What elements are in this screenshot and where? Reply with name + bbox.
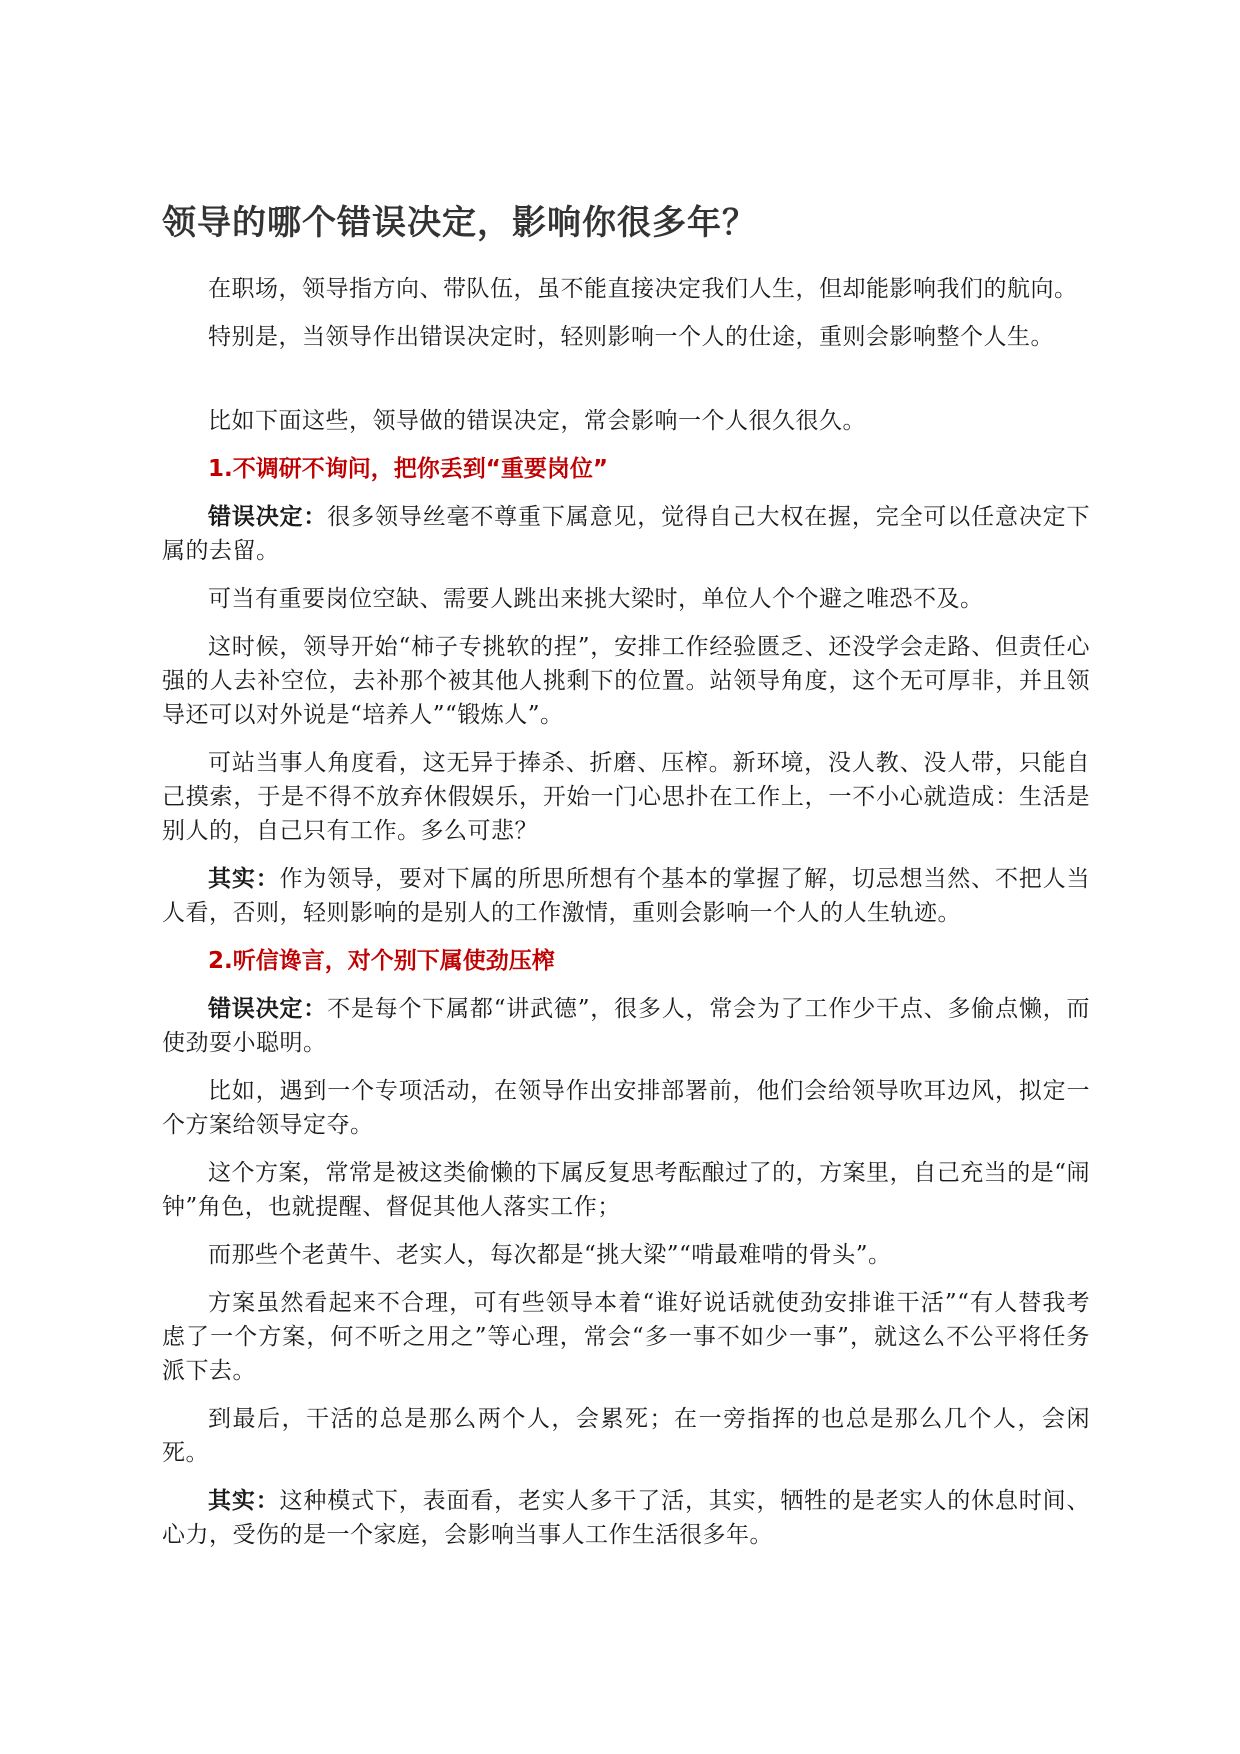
conclusion-label: 其实： [208, 866, 280, 892]
body-paragraph: 比如，遇到一个专项活动，在领导作出安排部署前，他们会给领导吹耳边风，拟定一个方案给领导定夺。 [162, 1078, 1090, 1138]
intro-paragraph: 在职场，领导指方向、带队伍，虽不能直接决定我们人生，但却能影响我们的航向。 [208, 276, 1078, 302]
section-heading: 2.听信谗言，对个别下属使劲压榨 [208, 948, 555, 974]
body-paragraph: 这时候，领导开始“柿子专挑软的捏”，安排工作经验匮乏、还没学会走路、但责任心强的人去补空位，去补那个被其他人挑剩下的位置。站领导角度，这个无可厚非，并且领导还可以对外说是“培养人”“锻炼人”。 [162, 634, 1090, 728]
decision-label: 错误决定： [208, 996, 328, 1022]
body-paragraph: 可当有重要岗位空缺、需要人跳出来挑大梁时，单位人个个避之唯恐不及。 [208, 586, 984, 612]
body-paragraph: 到最后，干活的总是那么两个人，会累死；在一旁指挥的也总是那么几个人，会闲死。 [162, 1406, 1090, 1466]
decision-paragraph [162, 500, 1090, 568]
intro-paragraph: 特别是，当领导作出错误决定时，轻则影响一个人的仕途，重则会影响整个人生。 [208, 324, 1054, 350]
decision-text: 不是每个下属都“讲武德”，很多人，常会为了工作少干点、多偷点懒，而使劲耍小聪明。 [162, 996, 1090, 1056]
conclusion-paragraph [162, 862, 1090, 930]
decision-label: 错误决定： [208, 504, 328, 530]
decision-text: 很多领导丝毫不尊重下属意见，觉得自己大权在握，完全可以任意决定下属的去留。 [162, 504, 1091, 564]
conclusion-text: 这种模式下，表面看，老实人多干了活，其实，牺牲的是老实人的休息时间、心力，受伤的是一个家庭，会影响当事人工作生活很多年。 [162, 1488, 1091, 1548]
conclusion-paragraph [162, 1484, 1090, 1552]
section-1 [162, 452, 1090, 930]
intro-paragraph: 比如下面这些，领导做的错误决定，常会影响一个人很久很久。 [208, 408, 866, 434]
document-page [162, 200, 1090, 1566]
conclusion-label: 其实： [208, 1488, 280, 1514]
section-2 [162, 944, 1090, 1552]
body-paragraph: 这个方案，常常是被这类偷懒的下属反复思考酝酿过了的，方案里，自己充当的是“闹钟”角色，也就提醒、督促其他人落实工作； [162, 1160, 1090, 1220]
section-heading: 1.不调研不询问，把你丢到“重要岗位” [208, 456, 608, 482]
article-title: 领导的哪个错误决定，影响你很多年？ [162, 203, 757, 243]
body-paragraph: 可站当事人角度看，这无异于捧杀、折磨、压榨。新环境，没人教、没人带，只能自己摸索，于是不得不放弃休假娱乐，开始一门心思扑在工作上，一不小心就造成：生活是别人的，自己只有工作。多么可悲？ [162, 750, 1090, 844]
body-paragraph: 方案虽然看起来不合理，可有些领导本着“谁好说话就使劲安排谁干活”“有人替我考虑了一个方案，何不听之用之”等心理，常会“多一事不如少一事”，就这么不公平将任务派下去。 [162, 1290, 1090, 1384]
body-paragraph: 而那些个老黄牛、老实人，每次都是“挑大梁”“啃最难啃的骨头”。 [208, 1242, 892, 1268]
conclusion-text: 作为领导，要对下属的所思所想有个基本的掌握了解，切忌想当然、不把人当人看，否则，轻则影响的是别人的工作激情，重则会影响一个人的人生轨迹。 [162, 866, 1091, 926]
decision-paragraph [162, 992, 1090, 1060]
